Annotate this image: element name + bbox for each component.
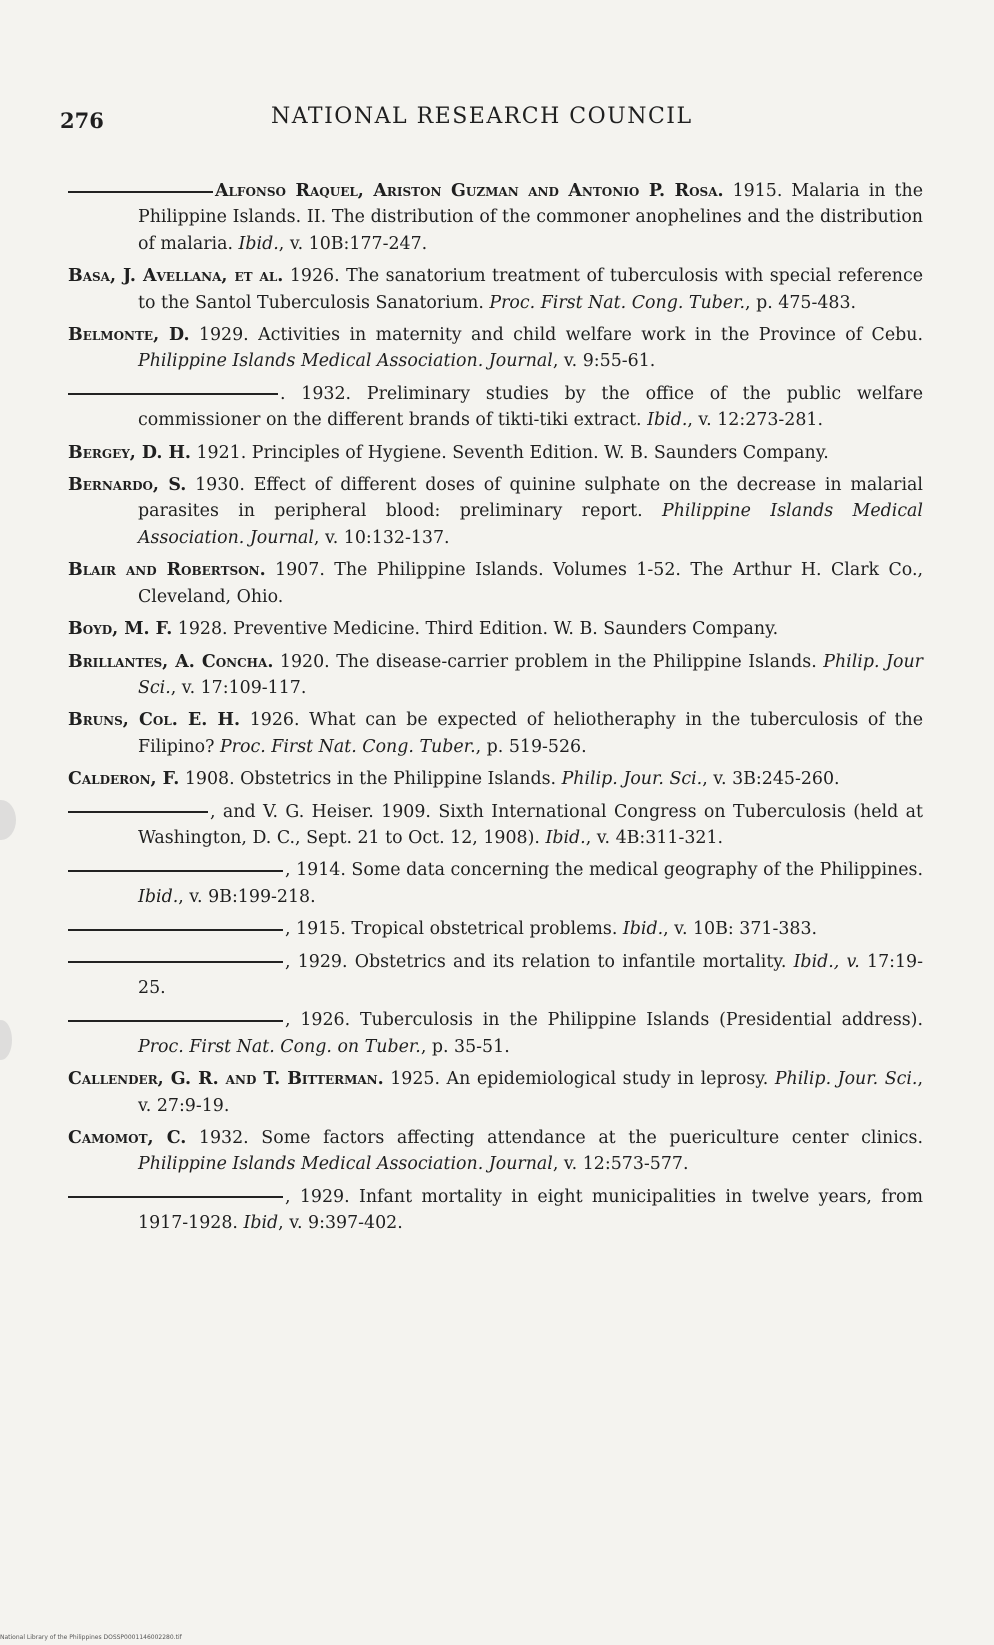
entry-text: 1928. Preventive Medicine. Third Edition. W. B. Saunders Company. (172, 619, 779, 640)
entry-author: Bruns, Col. E. H. (68, 710, 241, 731)
bibliography-entry (68, 916, 923, 942)
bibliography-entry (68, 178, 923, 257)
bibliography-entry (68, 1184, 923, 1237)
entry-text: 1926. What can be expected of heliotheraphy in the tuberculosis of the Filipino? (138, 710, 923, 757)
entry-text: 1929. Activities in maternity and child welfare work in the Province of Cebu. (189, 325, 923, 346)
bibliography-entry (68, 472, 923, 551)
bibliography-entry (68, 799, 923, 852)
entry-journal: Ibid. (238, 233, 279, 254)
bibliography-entry (68, 440, 923, 466)
entry-tail: , v. 9:397-402. (278, 1213, 403, 1234)
entry-text: 1925. An epidemiological study in leprosy. (383, 1069, 769, 1090)
entry-text: , 1929. Obstetrics and its relation to infantile mortality. (285, 951, 787, 972)
entry-text: , 1929. Infant mortality in eight municipalities in twelve years, from 1917-1928. (138, 1186, 923, 1234)
entry-journal: Proc. First Nat. Cong. Tuber. (489, 292, 746, 313)
entry-text: , and V. G. Heiser. 1909. Sixth International Congress on Tuberculosis (held at Washington, D. C., Sept. 21 to Oct. 12, 1908). (138, 801, 923, 848)
scan-blemish (0, 800, 16, 840)
entry-author: Camomot, C. (68, 1128, 187, 1148)
entry-tail: , p. 35-51. (420, 1036, 510, 1057)
scan-blemish (0, 1020, 12, 1060)
scan-footer: National Library of the Philippines DOSSP0001146002280.tif (0, 1634, 182, 1641)
entry-author: Bernardo, S. (68, 475, 187, 496)
bibliography-entry (68, 381, 923, 434)
entry-text: 1932. Some factors affecting attendance at the puericulture center clinics. (186, 1128, 923, 1148)
entry-text: 1915. Malaria in the Philippine Islands. II. The distribution of the commoner anophelines and the distribution of malaria. (138, 181, 923, 254)
running-head: NATIONAL RESEARCH COUNCIL (271, 104, 693, 129)
entry-text: 1908. Obstetrics in the Philippine Islands. (179, 769, 557, 790)
entry-tail: , v. 12:573-577. (552, 1154, 689, 1175)
entry-tail: , v. 10B: 371-383. (663, 919, 818, 940)
entry-tail: , v. 10:132-137. (313, 527, 450, 548)
entry-tail: , v. 9B:199-218. (178, 886, 316, 907)
entry-text: 1926. The sanatorium treatment of tuberculosis with special reference to the Santol Tuberculosis Sanatorium. (138, 266, 923, 313)
entry-journal: Proc. First Nat. Cong. on Tuber. (138, 1036, 421, 1057)
bibliography-entry (68, 1007, 923, 1060)
page-number: 276 (60, 108, 104, 133)
entry-tail: , v. 9:55-61. (552, 351, 656, 372)
entry-text: , 1915. Tropical obstetrical problems. (285, 919, 618, 940)
bibliography-entry (68, 263, 923, 316)
entry-text: , 1914. Some data concerning the medical geography of the Philippines. (285, 860, 923, 881)
entry-tail: , v. 10B:177-247. (278, 233, 428, 254)
entry-journal: Ibid. (138, 886, 179, 907)
entry-journal: Proc. First Nat. Cong. Tuber. (219, 736, 476, 757)
entry-journal: Ibid. (647, 410, 688, 431)
bibliography-entry (68, 649, 923, 702)
entry-tail: , v. 27:9-19. (138, 1069, 923, 1116)
entry-author: Basa, J. Avellana, et al. (68, 266, 284, 287)
bibliography-entry (68, 949, 923, 1002)
entry-journal: Ibid. (545, 827, 586, 848)
entry-text: . 1932. Preliminary studies by the office of the public welfare commissioner on the different brands of tikti-tiki extract. (138, 383, 923, 431)
bibliography-entry (68, 557, 923, 610)
entry-author: Bergey, D. H. (68, 442, 191, 463)
entry-text: 1930. Effect of different doses of quinine sulphate on the decrease in malarial parasites in peripheral blood: preliminary report. (138, 475, 923, 522)
entry-author: Callender, G. R. and T. Bitterman. (68, 1069, 384, 1090)
entry-text: , 1926. Tuberculosis in the Philippine Islands (Presidential address). (285, 1010, 923, 1031)
bibliography-entry (68, 616, 923, 642)
entry-journal: Ibid., v. (793, 951, 860, 972)
entry-journal: Philippine Islands Medical Association. Journal (138, 1154, 553, 1175)
entry-author: Brillantes, A. Concha. (68, 651, 274, 672)
bibliography-list (68, 178, 923, 1243)
entry-tail: , v. 4B:311-321. (585, 827, 724, 848)
entry-journal: Philip. Jour. Sci. (774, 1069, 918, 1090)
entry-tail: , v. 3B:245-260. (702, 769, 840, 790)
entry-journal: Philip. Jour. Sci. (561, 769, 703, 790)
entry-tail: , v. 17:109-117. (170, 677, 307, 698)
bibliography-entry (68, 766, 923, 792)
entry-text: 1907. The Philippine Islands. Volumes 1-52. The Arthur H. Clark Co., Cleveland, Ohio. (138, 560, 923, 607)
entry-author: Boyd, M. F. (68, 619, 173, 640)
entry-author: Blair and Robertson. (68, 560, 266, 581)
entry-text: 1921. Principles of Hygiene. Seventh Edition. W. B. Saunders Company. (190, 442, 829, 463)
bibliography-entry (68, 322, 923, 375)
page-header (60, 104, 920, 144)
entry-tail: , p. 475-483. (745, 292, 857, 313)
entry-journal: Philippine Islands Medical Association. Journal (138, 501, 923, 548)
bibliography-entry (68, 707, 923, 760)
entry-author: Alfonso Raquel, Ariston Guzman and Antonio P. Rosa. (215, 181, 724, 201)
bibliography-entry (68, 1066, 923, 1119)
entry-journal: Philip. Jour Sci. (138, 651, 923, 698)
entry-tail: , p. 519-526. (475, 736, 587, 757)
entry-journal: Ibid (243, 1213, 279, 1234)
entry-author: Belmonte, D. (68, 325, 190, 346)
entry-tail: , v. 12:273-281. (687, 410, 824, 431)
entry-text: 1920. The disease-carrier problem in the Philippine Islands. (273, 651, 817, 672)
bibliography-entry (68, 857, 923, 910)
entry-tail: 17:19-25. (138, 951, 924, 998)
entry-author: Calderon, F. (68, 769, 180, 790)
entry-journal: Ibid. (622, 919, 664, 940)
entry-journal: Philippine Islands Medical Association. Journal (138, 351, 553, 372)
bibliography-entry (68, 1125, 923, 1178)
